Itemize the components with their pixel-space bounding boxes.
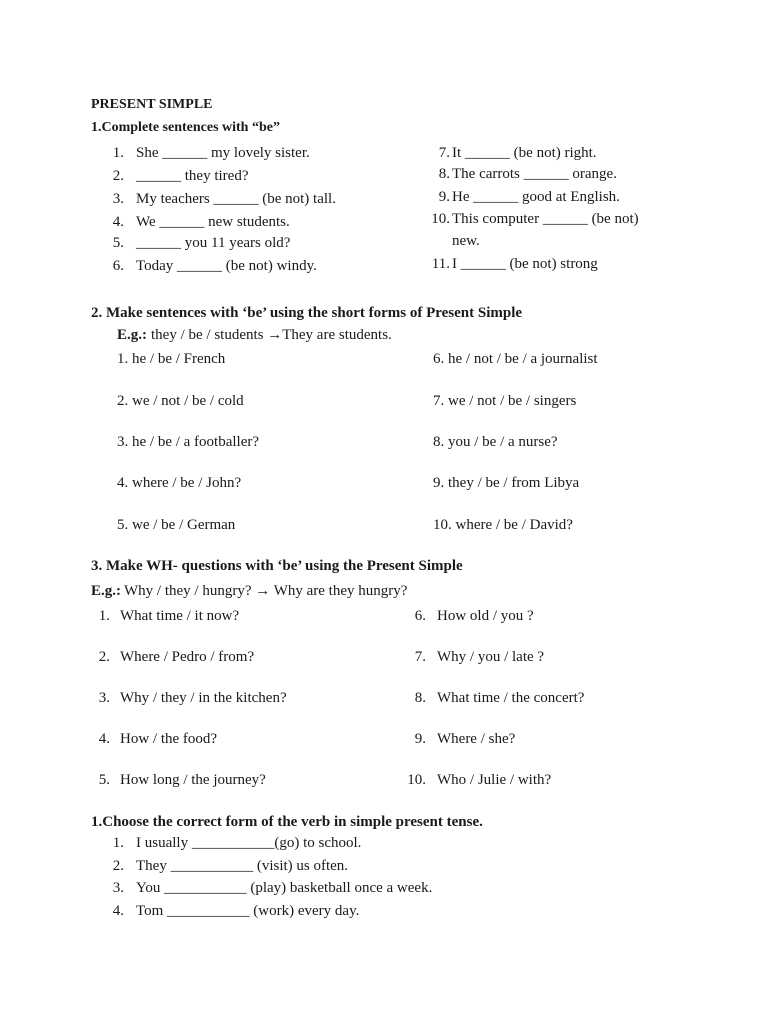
example-label: E.g.: bbox=[117, 327, 147, 343]
list-item: Why / you / late ? bbox=[437, 649, 545, 665]
list-item-number: 8. bbox=[438, 166, 450, 182]
list-item: 10. where / be / David? bbox=[433, 517, 573, 533]
list-item: 3. he / be / a footballer? bbox=[117, 434, 260, 450]
list-item-number: 8. bbox=[414, 690, 426, 706]
list-item-number: 3. bbox=[98, 690, 110, 706]
page-title: PRESENT SIMPLE bbox=[91, 97, 213, 112]
list-item: I ______ (be not) strong bbox=[452, 256, 598, 272]
list-item: You ___________ (play) basketball once a week. bbox=[136, 880, 433, 896]
list-item-number: 9. bbox=[438, 189, 450, 205]
list-item-number: 4. bbox=[98, 731, 110, 747]
list-item: Where / she? bbox=[437, 731, 516, 747]
list-item: 6. he / not / be / a journalist bbox=[433, 351, 598, 367]
list-item-number: 7. bbox=[438, 145, 450, 161]
section4-heading: 1.Choose the correct form of the verb in simple present tense. bbox=[91, 814, 483, 830]
example-label: E.g.: bbox=[91, 583, 121, 599]
list-item: Who / Julie / with? bbox=[437, 772, 552, 788]
list-item: The carrots ______ orange. bbox=[452, 166, 617, 182]
list-item-number: 3. bbox=[112, 880, 124, 896]
list-item-number: 2. bbox=[98, 649, 110, 665]
list-item: My teachers ______ (be not) tall. bbox=[136, 191, 336, 207]
list-item: He ______ good at English. bbox=[452, 189, 620, 205]
list-item: ______ they tired? bbox=[136, 168, 249, 184]
list-item-number: 6. bbox=[414, 608, 426, 624]
list-item: I usually ___________(go) to school. bbox=[136, 835, 362, 851]
list-item: How old / you ? bbox=[437, 608, 534, 624]
example-text: they / be / students →They are students. bbox=[151, 327, 392, 343]
list-item: What time / the concert? bbox=[437, 690, 585, 706]
section2-heading: 2. Make sentences with ‘be’ using the short forms of Present Simple bbox=[91, 305, 523, 321]
list-item: 9. they / be / from Libya bbox=[433, 475, 580, 491]
list-item: new. bbox=[452, 233, 480, 249]
list-item: Why / they / in the kitchen? bbox=[120, 690, 287, 706]
list-item-number: 2. bbox=[112, 168, 124, 184]
list-item-number: 9. bbox=[414, 731, 426, 747]
list-item: Where / Pedro / from? bbox=[120, 649, 255, 665]
list-item-number: 1. bbox=[112, 145, 124, 161]
list-item: 2. we / not / be / cold bbox=[117, 393, 244, 409]
section3-heading: 3. Make WH- questions with ‘be’ using the Present Simple bbox=[91, 558, 463, 574]
list-item: Today ______ (be not) windy. bbox=[136, 258, 317, 274]
list-item: 4. where / be / John? bbox=[117, 475, 242, 491]
section1-heading: 1.Complete sentences with “be” bbox=[91, 120, 280, 135]
list-item: 8. you / be / a nurse? bbox=[433, 434, 558, 450]
list-item-number: 5. bbox=[98, 772, 110, 788]
list-item: We ______ new students. bbox=[136, 214, 290, 230]
list-item-number: 10. bbox=[407, 772, 426, 788]
list-item: 7. we / not / be / singers bbox=[433, 393, 577, 409]
list-item-number: 5. bbox=[112, 235, 124, 251]
list-item: What time / it now? bbox=[120, 608, 240, 624]
list-item-number: 6. bbox=[112, 258, 124, 274]
example-text: Why / they / hungry? → Why are they hungry? bbox=[124, 583, 408, 599]
list-item-number: 1. bbox=[98, 608, 110, 624]
list-item: ______ you 11 years old? bbox=[136, 235, 291, 251]
list-item: Tom ___________ (work) every day. bbox=[136, 903, 360, 919]
list-item: How / the food? bbox=[120, 731, 218, 747]
list-item-number: 11. bbox=[431, 256, 450, 272]
list-item-number: 1. bbox=[112, 835, 124, 851]
list-item: 5. we / be / German bbox=[117, 517, 236, 533]
list-item: They ___________ (visit) us often. bbox=[136, 858, 349, 874]
list-item: How long / the journey? bbox=[120, 772, 266, 788]
list-item-number: 7. bbox=[414, 649, 426, 665]
list-item: It ______ (be not) right. bbox=[452, 145, 597, 161]
list-item-number: 10. bbox=[431, 211, 450, 227]
list-item: 1. he / be / French bbox=[117, 351, 226, 367]
list-item: She ______ my lovely sister. bbox=[136, 145, 310, 161]
list-item: This computer ______ (be not) bbox=[452, 211, 639, 227]
list-item-number: 4. bbox=[112, 214, 124, 230]
list-item-number: 3. bbox=[112, 191, 124, 207]
list-item-number: 2. bbox=[112, 858, 124, 874]
list-item-number: 4. bbox=[112, 903, 124, 919]
